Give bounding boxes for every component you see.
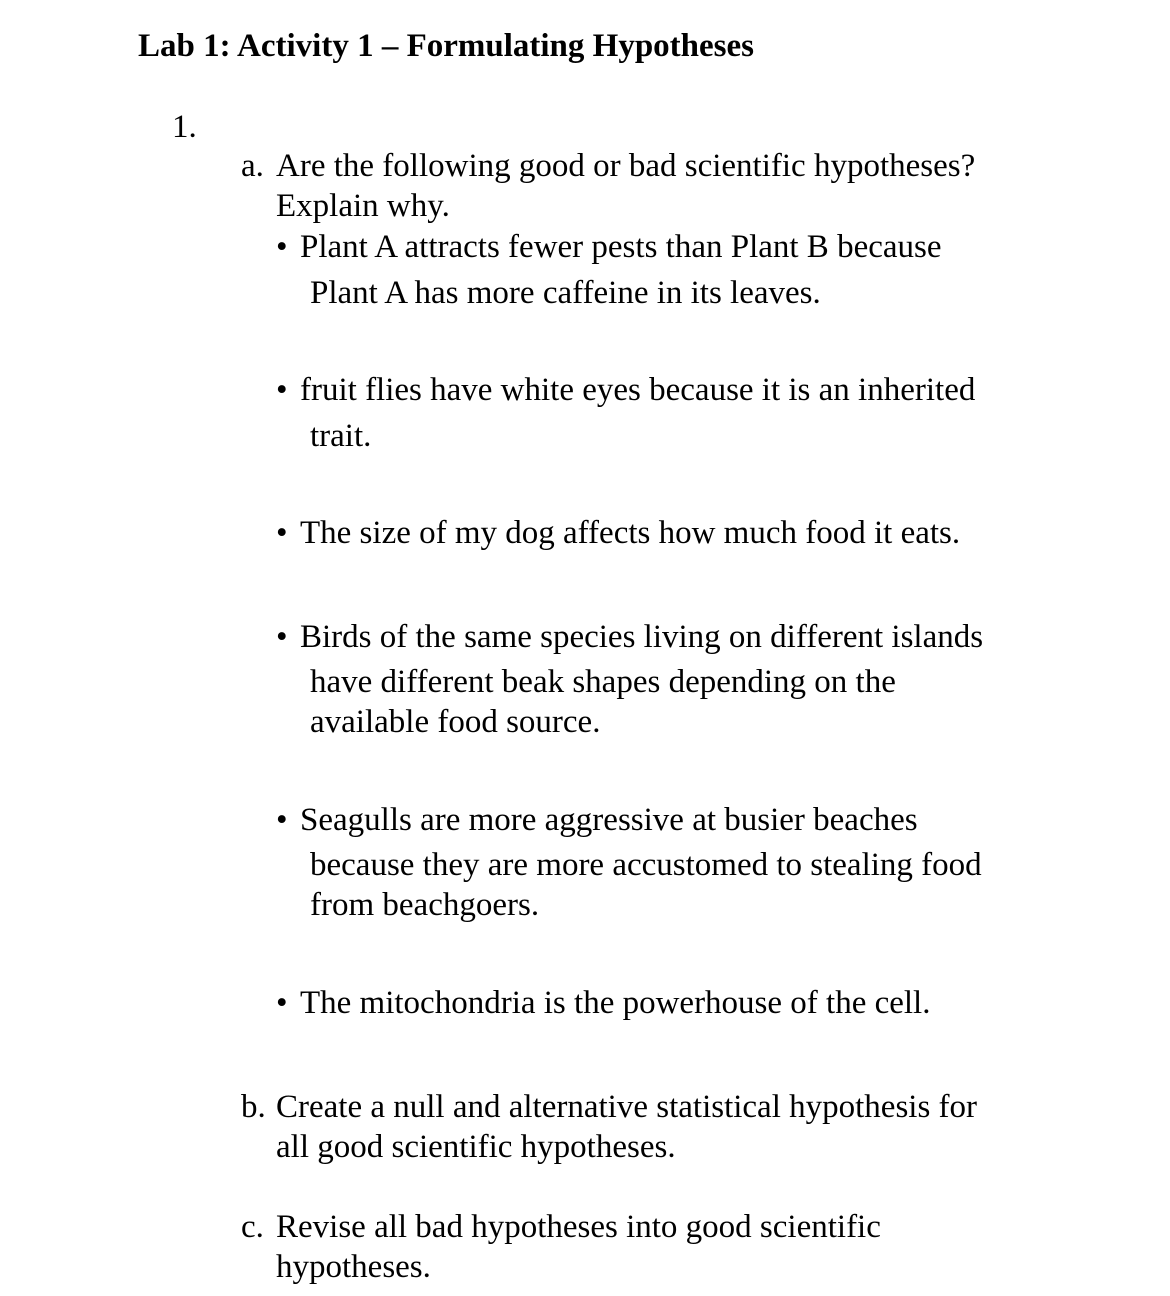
bullet-5-line1: Seagulls are more aggressive at busier beaches — [300, 802, 918, 838]
bullet-2-line1: fruit flies have white eyes because it is an inherited — [300, 372, 976, 408]
bullet-icon: • — [276, 619, 288, 655]
bullet-icon: • — [276, 372, 288, 408]
bullet-5-line3: from beachgoers. — [310, 887, 540, 923]
question-number: 1. — [172, 109, 197, 145]
part-a-line1: Are the following good or bad scientific hypotheses? — [276, 148, 976, 184]
bullet-icon: • — [276, 515, 288, 551]
part-c — [241, 1207, 1041, 1287]
part-a — [241, 146, 1041, 226]
part-b — [241, 1087, 1041, 1167]
bullet-item-2 — [276, 369, 1056, 457]
bullet-item-6 — [276, 982, 1056, 1024]
bullet-2-line2: trait. — [310, 418, 372, 454]
bullet-item-1 — [276, 226, 1056, 314]
bullet-6-line1: The mitochondria is the powerhouse of the cell. — [300, 985, 931, 1021]
bullet-icon: • — [276, 802, 288, 838]
part-c-marker: c. — [241, 1209, 264, 1245]
bullet-3-line1: The size of my dog affects how much food it eats. — [300, 515, 961, 551]
part-c-line1: Revise all bad hypotheses into good scientific — [276, 1209, 881, 1245]
bullet-1-line2: Plant A has more caffeine in its leaves. — [310, 275, 821, 311]
bullet-item-4 — [276, 616, 1056, 742]
bullet-item-3 — [276, 512, 1056, 554]
page-title: Lab 1: Activity 1 – Formulating Hypotheses — [138, 28, 754, 64]
part-b-line1: Create a null and alternative statistical hypothesis for — [276, 1089, 978, 1125]
bullet-4-line3: available food source. — [310, 704, 601, 740]
part-b-line2: all good scientific hypotheses. — [276, 1129, 676, 1165]
bullet-5-line2: because they are more accustomed to stealing food — [310, 847, 982, 883]
bullet-4-line1: Birds of the same species living on different islands — [300, 619, 984, 655]
bullet-icon: • — [276, 985, 288, 1021]
part-b-marker: b. — [241, 1089, 266, 1125]
bullet-4-line2: have different beak shapes depending on the — [310, 664, 896, 700]
bullet-icon: • — [276, 229, 288, 265]
part-c-line2: hypotheses. — [276, 1249, 431, 1285]
part-a-line2: Explain why. — [276, 188, 450, 224]
bullet-item-5 — [276, 799, 1056, 925]
part-a-marker: a. — [241, 148, 264, 184]
bullet-1-line1: Plant A attracts fewer pests than Plant B because — [300, 229, 942, 265]
